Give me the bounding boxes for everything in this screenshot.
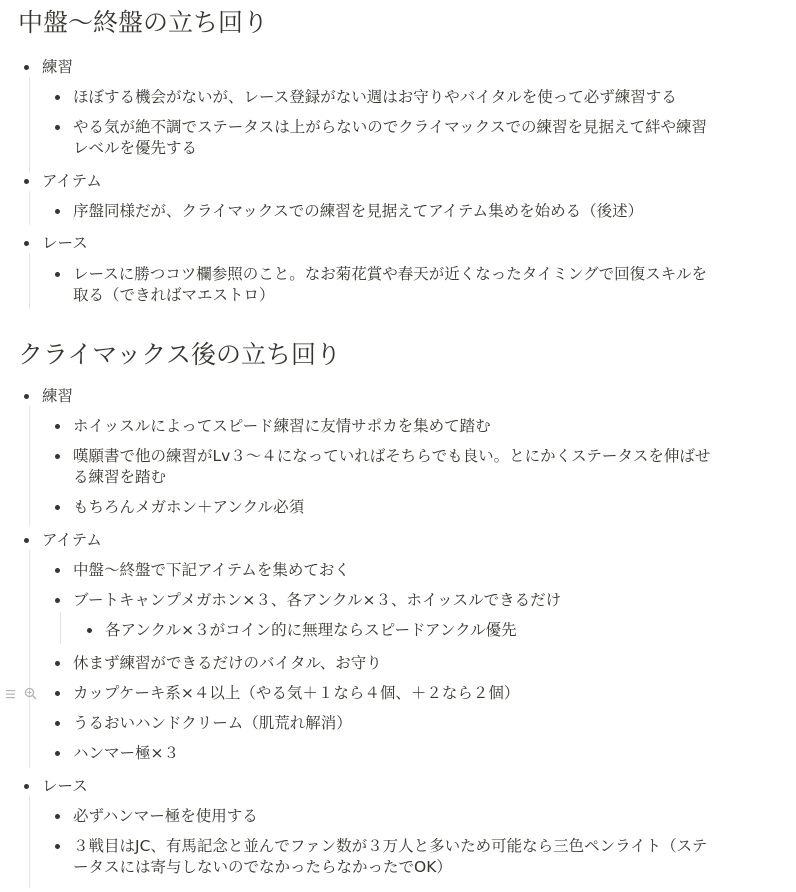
list-item[interactable] (0, 386, 73, 407)
list-item[interactable] (0, 446, 713, 488)
bullet-icon (55, 209, 60, 214)
list-item-text: 各アンクル×３がコイン的に無理ならスピードアンクル優先 (105, 621, 517, 639)
list-item[interactable] (0, 171, 102, 192)
bullet-icon (24, 784, 29, 789)
list-item[interactable] (0, 620, 517, 641)
bullet-icon (55, 721, 60, 726)
list-item[interactable] (0, 560, 713, 581)
bullet-icon (24, 179, 29, 184)
bullet-icon (24, 394, 29, 399)
block-handle[interactable] (6, 687, 37, 703)
list-item-text: 嘆願書で他の練習がLv３～４になっていればそちらでも良い。とにかくステータスを伸ばせる練習を踏む (73, 447, 711, 486)
list-item-label: レース (42, 234, 88, 252)
bullet-icon (55, 505, 60, 510)
list-item[interactable] (0, 806, 713, 827)
bullet-icon (55, 751, 60, 756)
bullet-icon (55, 272, 60, 277)
list-item[interactable] (0, 836, 713, 878)
drag-handle-icon[interactable] (6, 688, 16, 703)
list-item-text: カップケーキ系×４以上（やる気＋１なら４個、＋２なら２個） (73, 684, 520, 702)
section-heading: クライマックス後の立ち回り (18, 340, 342, 369)
list-item-text: ブートキャンプメガホン×３、各アンクル×３、ホイッスルできるだけ (73, 591, 562, 609)
list-item-text: 休まず練習ができるだけのバイタル、お守り (73, 654, 382, 672)
bullet-icon (55, 424, 60, 429)
list-item-text: うるおいハンドクリーム（肌荒れ解消） (73, 714, 352, 732)
list-item-text: もちろんメガホン＋アンクル必須 (73, 498, 305, 516)
list-item-label: アイテム (42, 172, 102, 190)
bullet-icon (55, 568, 60, 573)
bullet-icon (55, 814, 60, 819)
bullet-icon (24, 538, 29, 543)
list-item[interactable] (0, 653, 713, 674)
list-item[interactable] (0, 776, 88, 797)
bullet-icon (24, 65, 29, 70)
list-item[interactable] (0, 590, 713, 611)
list-item[interactable] (0, 117, 713, 159)
list-item-text: ３戦目はJC、有馬記念と並んでファン数が３万人と多いため可能なら三色ペンライト（ステータスには寄与しないのでなかったらなかったでOK） (73, 837, 708, 876)
bullet-icon (55, 844, 60, 849)
list-item[interactable] (0, 530, 102, 551)
list-item-text: 必ずハンマー極を使用する (73, 807, 258, 825)
bullet-icon (55, 454, 60, 459)
list-item-text: レースに勝つコツ欄参照のこと。なお菊花賞や春天が近くなったタイミングで回復スキルを取る（できればマエストロ） (73, 265, 707, 304)
bullet-icon (55, 125, 60, 130)
list-item[interactable] (0, 713, 713, 734)
bullet-icon (87, 628, 92, 633)
list-item-text: ホイッスルによってスピード練習に友情サポカを集めて踏む (73, 417, 491, 435)
list-item-label: レース (42, 777, 88, 795)
list-item-text: ハンマー極×３ (73, 744, 179, 762)
bullet-icon (55, 661, 60, 666)
list-item-text: 序盤同様だが、クライマックスでの練習を見据えてアイテム集めを始める（後述） (73, 202, 644, 220)
list-item-label: 練習 (42, 387, 74, 405)
list-item[interactable] (0, 683, 713, 704)
bullet-icon (55, 598, 60, 603)
zoom-icon[interactable] (24, 687, 37, 703)
list-item[interactable] (0, 743, 713, 764)
list-item[interactable] (0, 264, 713, 306)
bullet-icon (55, 691, 60, 696)
list-item[interactable] (0, 57, 73, 78)
list-item[interactable] (0, 497, 713, 518)
list-item-label: アイテム (42, 531, 102, 549)
list-item[interactable] (0, 416, 713, 437)
section-heading: 中盤～終盤の立ち回り (18, 8, 269, 37)
list-item-text: ほぼする機会がないが、レース登録がない週はお守りやバイタルを使って必ず練習する (73, 88, 677, 106)
list-item[interactable] (0, 233, 88, 254)
list-item-text: 中盤～終盤で下記アイテムを集めておく (73, 561, 350, 579)
bullet-icon (55, 95, 60, 100)
list-item[interactable] (0, 201, 713, 222)
list-item-text: やる気が絶不調でステータスは上がらないのでクライマックスでの練習を見据えて絆や練習レベルを優先する (73, 118, 707, 157)
bullet-icon (24, 241, 29, 246)
list-item-label: 練習 (42, 58, 74, 76)
list-item[interactable] (0, 87, 713, 108)
